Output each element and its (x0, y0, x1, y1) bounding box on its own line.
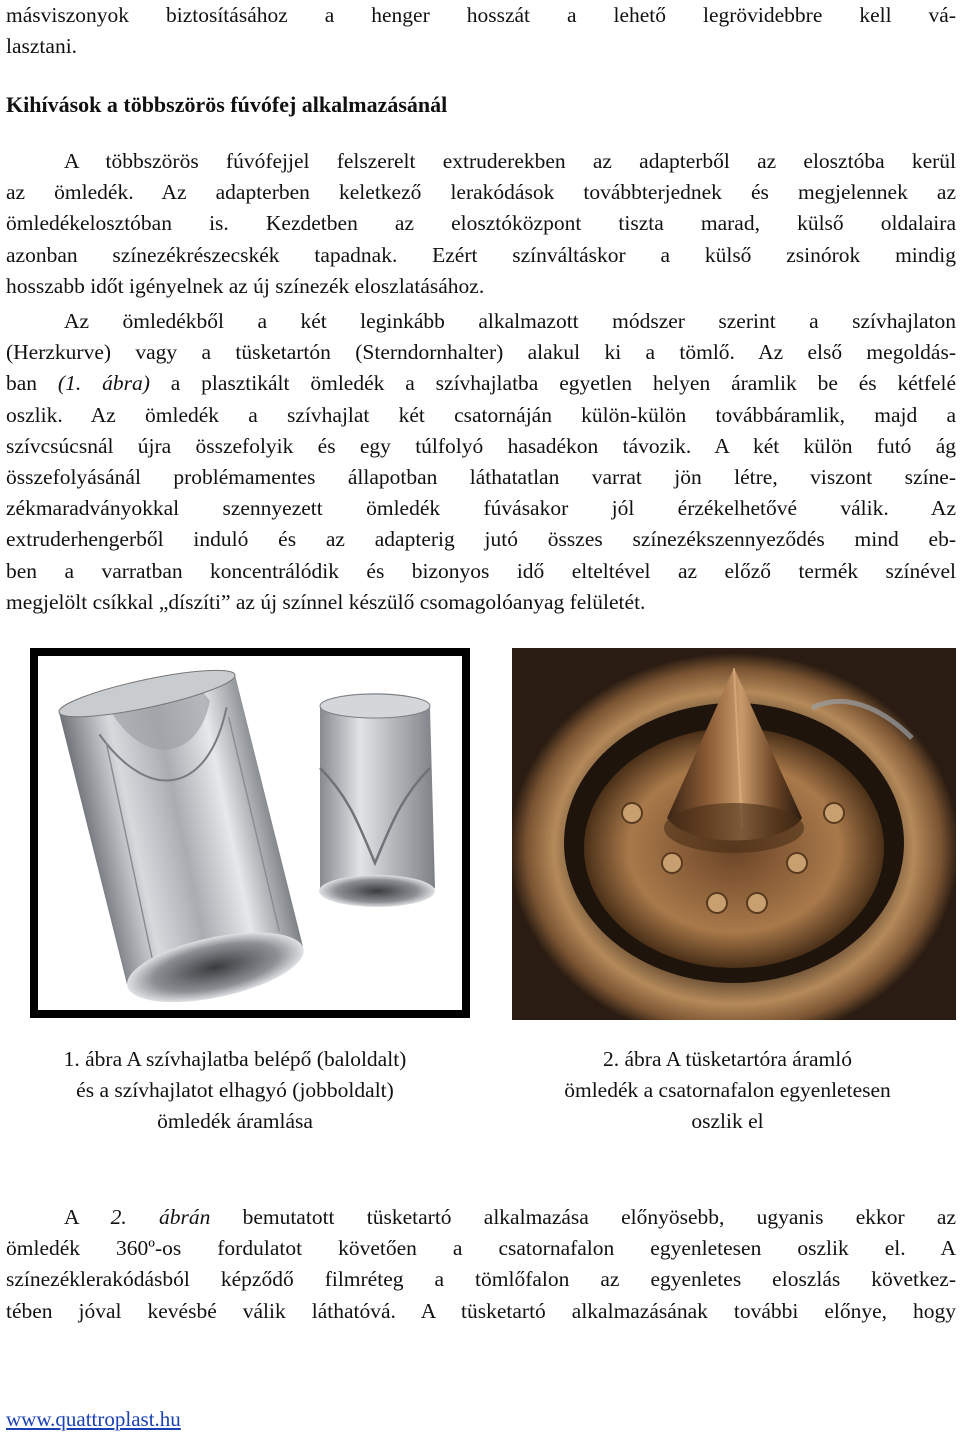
text-line: (Herzkurve) vagy a tüsketartón (Sterndornhalter) alakul ki a tömlő. Az első megoldás- (6, 340, 956, 365)
footer-website-link[interactable]: www.quattroplast.hu (6, 1407, 181, 1431)
text-line: hosszabb időt igényelnek az új színezék eloszlatásához. (6, 273, 485, 298)
caption-line: ömledék a csatornafalon egyenletesen (564, 1078, 891, 1102)
text-line: ben a varratban koncentrálódik és bizonyos idő elteltével az előző termék színével (6, 558, 956, 583)
text-line: tében jóval kevésbé válik láthatóvá. A tüsketartó alkalmazásának további előnye, hogy (6, 1298, 956, 1323)
figure-1-caption (0, 1044, 470, 1137)
caption-line: és a szívhajlatot elhagyó (jobboldalt) (76, 1078, 394, 1102)
spider-mandrel-holder-illustration (512, 648, 956, 1020)
text-line (6, 1202, 956, 1233)
text-fragment: bemutatott tüsketartó alkalmazása előnyösebb, ugyanis ekkor az (210, 1205, 957, 1229)
paragraph-2 (6, 306, 956, 618)
text-line: azonban színezékrészecskék tapadnak. Ezért színváltáskor a külső zsinórok mindig (6, 242, 956, 267)
intro-paragraph (6, 0, 956, 62)
section-heading: Kihívások a többszörös fúvófej alkalmazásánál (6, 92, 448, 117)
paragraph-3 (6, 1202, 956, 1327)
text-line: oszlik. Az ömledék a szívhajlat két csatornáján külön-külön továbbáramlik, majd a (6, 402, 956, 427)
text-line: színezéklerakódásból képződő filmréteg a tömlőfalon az egyenletes eloszlás következ- (6, 1267, 956, 1292)
caption-line: 2. ábra A tüsketartóra áramló (603, 1047, 852, 1071)
figure-2-image (512, 648, 956, 1020)
text-line: ömledék 360º-os fordulatot követően a csatornafalon egyenletesen oszlik el. A (6, 1236, 956, 1261)
heart-curve-sleeves-illustration (30, 648, 470, 1018)
text-line: összefolyásánál problémamentes állapotban láthatatlan varrat jön létre, viszont színe- (6, 465, 956, 490)
text-fragment: ban (6, 371, 58, 396)
text-line: másviszonyok biztosításához a henger hosszát a lehető legrövidebbre kell vá- (6, 3, 956, 27)
text-line: ömledékelosztóban is. Kezdetben az elosztóközpont tiszta marad, külső oldalaira (6, 211, 956, 236)
text-fragment: A (64, 1205, 111, 1229)
figure-reference: 2. ábrán (110, 1205, 211, 1229)
figure-reference: (1. ábra) (57, 371, 150, 396)
text-line: extruderhengerből induló és az adapterig jutó összes színezékszennyeződés mind eb- (6, 527, 956, 552)
text-line: lasztani. (6, 34, 78, 59)
text-line (6, 368, 956, 399)
text-line: megjelölt csíkkal „díszíti” az új színnel készülő csomagolóanyag felületét. (6, 589, 646, 614)
text-line: az ömledék. Az adapterben keletkező lerakódások továbbterjednek és megjelennek az (6, 180, 956, 205)
figure-2-caption (495, 1044, 960, 1137)
caption-line: oszlik el (691, 1109, 764, 1133)
text-line: Az ömledékből a két leginkább alkalmazott módszer szerint a szívhajlaton (64, 309, 956, 333)
text-fragment: a plasztikált ömledék a szívhajlatba egyetlen helyen áramlik be és kétfelé (149, 371, 957, 396)
paragraph-1 (6, 146, 956, 302)
caption-line: ömledék áramlása (157, 1109, 313, 1133)
text-line: szívcsúcsnál újra összefolyik és egy túlfolyó hasadékon távozik. A két külön futó ág (6, 433, 956, 458)
text-line: zékmaradványokkal szennyezett ömledék fúvásakor jól érzékelhetővé válik. Az (6, 496, 956, 521)
text-line: A többszörös fúvófejjel felszerelt extruderekben az adapterből az elosztóba kerül (64, 149, 956, 173)
figure-1-image (30, 648, 470, 1018)
caption-line: 1. ábra A szívhajlatba belépő (baloldalt) (63, 1047, 407, 1071)
